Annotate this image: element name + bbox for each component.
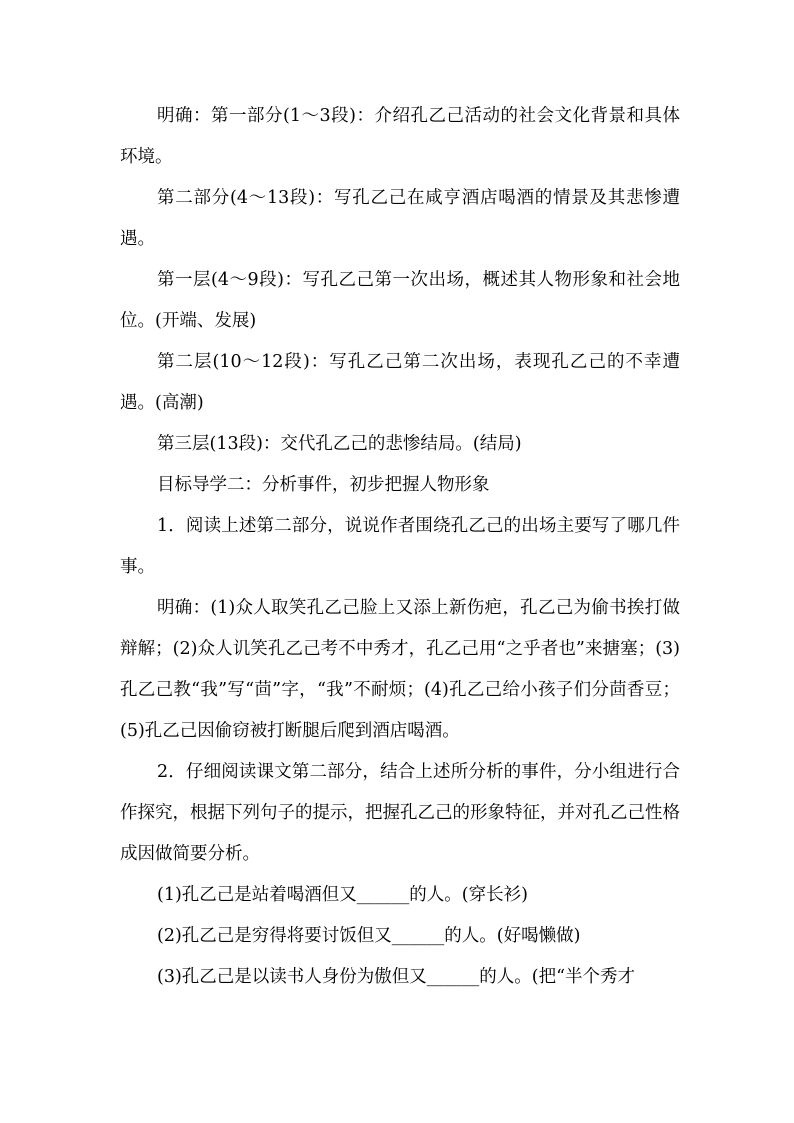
document-body [120,96,680,998]
fill-blank-item-3: (3)孔乙己是以读书人身份为傲但又______的人。(把“半个秀才 [157,967,636,987]
question-two: 2．仔细阅读课文第二部分，结合上述所分析的事件，分小组进行合作探究，根据下列句子的提示，把握孔乙己的形象特征，并对孔乙己性格成因做简要分析。 [120,762,680,864]
question-one: 1．阅读上述第二部分，说说作者围绕孔乙己的出场主要写了哪几件事。 [120,516,680,577]
paragraph-layer-three: 第三层(13段)：交代孔乙己的悲惨结局。(结局) [157,434,522,454]
paragraph-structure-part-one: 明确：第一部分(1～3段)：介绍孔乙己活动的社会文化背景和具体环境。 [120,106,680,167]
fill-blank-item-1: (1)孔乙己是站着喝酒但又______的人。(穿长衫) [157,885,528,905]
section-heading-goal-two: 目标导学二：分析事件，初步把握人物形象 [157,475,490,495]
paragraph-layer-two: 第二层(10～12段)：写孔乙己第二次出场，表现孔乙己的不幸遭遇。(高潮) [120,352,680,413]
paragraph-structure-part-two: 第二部分(4～13段)：写孔乙己在咸亨酒店喝酒的情景及其悲惨遭遇。 [120,188,680,249]
answer-one: 明确：(1)众人取笑孔乙己脸上又添上新伤疤，孔乙己为偷书挨打做辩解；(2)众人讥笑孔乙己考不中秀才，孔乙己用“之乎者也”来搪塞；(3)孔乙己教“我”写“茴”字，“我”不耐烦；(4)孔乙己给小孩子们分茴香豆；(5)孔乙己因偷窃被打断腿后爬到酒店喝酒。 [120,598,680,741]
fill-blank-item-2: (2)孔乙己是穷得将要讨饭但又______的人。(好喝懒做) [157,926,581,946]
paragraph-layer-one: 第一层(4～9段)：写孔乙己第一次出场，概述其人物形象和社会地位。(开端、发展) [120,270,680,331]
